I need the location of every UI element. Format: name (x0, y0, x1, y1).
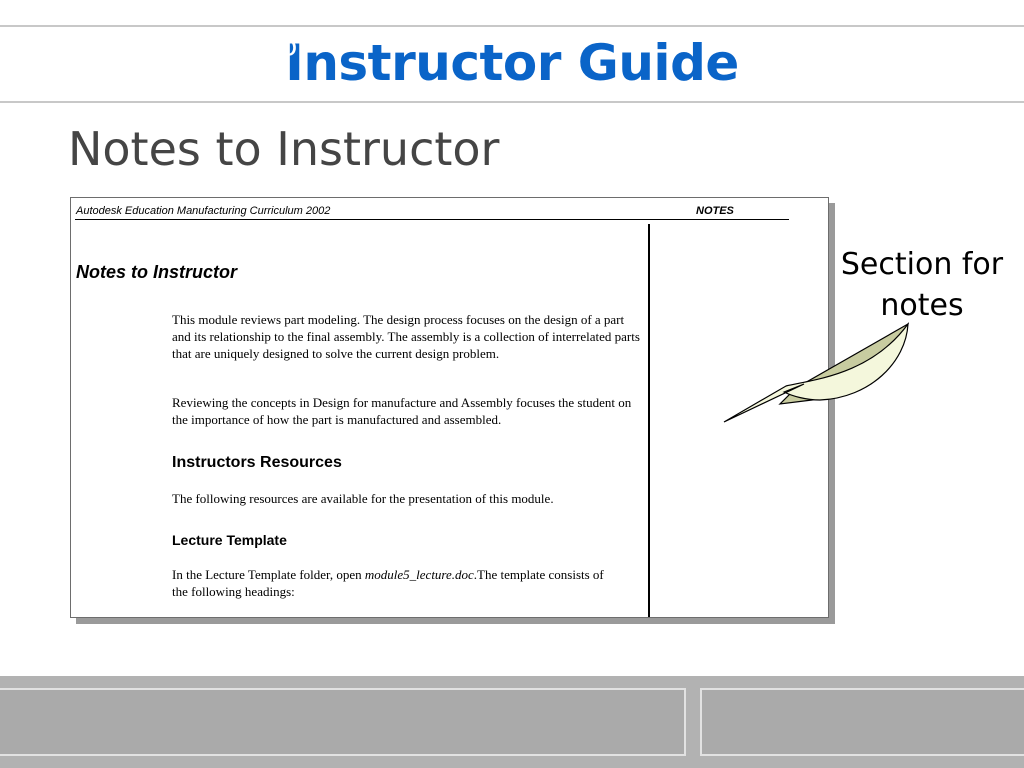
autodesk-logo (740, 27, 900, 61)
paragraph-lecture-template (172, 566, 612, 600)
lecture-filename: module5_lecture.doc (364, 567, 474, 582)
slide-subtitle: Notes to Instructor (68, 122, 500, 176)
title-underline-rule (0, 101, 1024, 103)
callout-line-1: Section for (840, 247, 1004, 282)
brand-wordmark: autodesk (740, 27, 891, 61)
paragraph-lecture-prefix: In the Lecture Template folder, open (172, 567, 365, 582)
slide-title: Instructor Guide (285, 34, 739, 92)
document-running-header: Autodesk Education Manufacturing Curriculum 2002 (76, 205, 331, 217)
registered-mark: ® (890, 33, 900, 43)
section-heading-resources: Instructors Resources (172, 454, 342, 471)
document-page-preview (70, 197, 829, 618)
paragraph-dfma: Reviewing the concepts in Design for manufacture and Assembly focuses the student on the importance of how the part is manufactured and assembled. (172, 395, 632, 427)
subsection-heading-lecture-template: Lecture Template (172, 532, 287, 548)
footer-bar (0, 676, 1024, 768)
footer-brand-panel (700, 688, 1024, 756)
footer-product-name: Autodesk Inventor (52, 29, 309, 62)
curved-arrow-icon (720, 318, 920, 428)
header-divider (75, 219, 789, 220)
paragraph-module-overview: This module reviews part modeling. The design process focuses on the design of a part and its relationship to the final assembly. The assembly is a collection of interrelated parts that are uniquely designed to solve the current design problem. (172, 312, 640, 361)
callout-line-2: notes (880, 288, 964, 323)
arrow-front-face (724, 324, 908, 422)
notes-column-divider (648, 224, 650, 618)
paragraph-lecture-suffix: .The template consists of the following headings: (172, 567, 604, 599)
footer-product-panel (0, 688, 686, 756)
notes-column-label: NOTES (696, 205, 734, 217)
document-heading: Notes to Instructor (76, 262, 238, 282)
paragraph-resources: The following resources are available for the presentation of this module. (172, 491, 554, 506)
callout-label (832, 244, 1012, 326)
